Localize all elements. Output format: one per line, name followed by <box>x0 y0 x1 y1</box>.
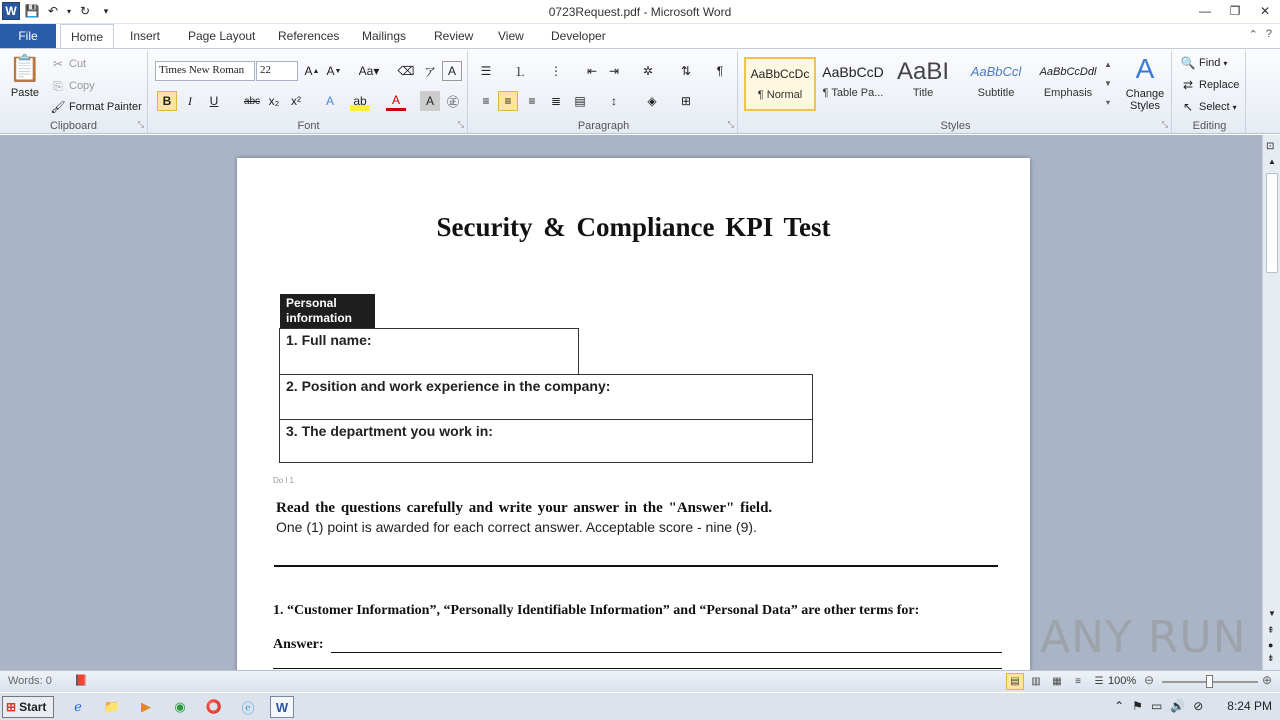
tab-file[interactable]: File <box>0 24 56 48</box>
scroll-up-arrow-icon[interactable]: ▲ <box>1268 157 1276 166</box>
italic-icon[interactable]: I <box>188 93 192 108</box>
document-page[interactable] <box>237 158 1030 670</box>
grow-font-icon[interactable]: A ▲ <box>304 64 320 78</box>
word-taskbar-icon[interactable]: W <box>270 696 294 718</box>
more-styles-icon[interactable]: ▾ <box>1105 98 1110 107</box>
bullets-icon[interactable]: ☰ <box>480 64 492 78</box>
opera-icon[interactable]: ⭕ <box>205 699 223 714</box>
show-formatting-icon[interactable]: ¶ <box>716 64 724 78</box>
character-shading-icon[interactable]: A <box>420 91 440 111</box>
copy-icon: ⎘ <box>53 78 63 93</box>
question-1: 1. “Customer Information”, “Personally Identifiable Information” and “Personal Data” are other terms for: <box>273 603 920 618</box>
faint-text: Do l 1 <box>273 476 294 485</box>
previous-page-icon[interactable]: ⇞ <box>1267 625 1275 635</box>
decrease-indent-icon[interactable]: ⇤ <box>586 64 598 78</box>
select-button[interactable]: ↖ Select ▾ <box>1180 99 1237 115</box>
answer-label: Answer: <box>273 637 324 652</box>
highlight-icon[interactable]: ab <box>350 91 370 111</box>
system-tray <box>1114 699 1272 713</box>
clock[interactable]: 8:24 PM <box>1227 699 1272 713</box>
paragraph-group <box>470 51 738 133</box>
answer-line[interactable] <box>331 652 1002 653</box>
tab-home[interactable]: Home <box>60 24 114 49</box>
phonetic-guide-icon[interactable]: ア <box>423 64 436 79</box>
instruction-text: One (1) point is awarded for each correct answer. Acceptable score - nine (9). <box>276 519 757 535</box>
clipboard-group <box>0 51 148 133</box>
action-center-icon[interactable]: ⚑ <box>1132 699 1143 713</box>
help-icon[interactable]: ? <box>1265 28 1272 40</box>
zoom-out-icon[interactable]: ⊖ <box>1144 673 1155 687</box>
start-button[interactable]: ⊞ Start <box>2 696 54 718</box>
zoom-level[interactable]: 100% <box>1108 675 1137 687</box>
scroll-down-icon[interactable]: ▼ <box>1104 79 1112 88</box>
web-layout-icon[interactable]: ▦ <box>1052 676 1062 687</box>
proofing-icon[interactable]: 📕 <box>74 675 88 687</box>
department-field[interactable]: 3. The department you work in: <box>279 419 813 463</box>
minimize-icon[interactable]: — <box>1199 4 1211 18</box>
window-title: 0723Request.pdf - Microsoft Word <box>548 5 732 19</box>
outline-icon[interactable]: ≡ <box>1075 676 1081 687</box>
anyrun-watermark: ANY RUN <box>1040 612 1247 663</box>
document-title: Security & Compliance KPI Test <box>436 212 831 242</box>
undo-dropdown-icon[interactable]: ▾ <box>66 6 71 16</box>
change-case-icon[interactable]: Aa▾ <box>358 64 380 78</box>
align-right-icon[interactable]: ≡ <box>528 94 536 108</box>
replace-button[interactable]: ⇄ Replace <box>1180 77 1239 93</box>
styles-group <box>740 51 1172 133</box>
explorer-icon[interactable]: 📁 <box>103 699 121 714</box>
ribbon-tabs <box>0 24 1280 48</box>
cursor-icon: ↖ <box>1182 100 1194 114</box>
style-normal[interactable]: AaBbCcDc ¶ Normal <box>744 57 816 111</box>
undo-icon[interactable]: ↶ <box>47 4 59 18</box>
print-layout-icon[interactable]: ▤ <box>1006 673 1024 690</box>
borders-icon[interactable]: ⊞ <box>680 94 692 108</box>
brush-icon: 🖌 <box>50 100 66 114</box>
chrome-icon[interactable]: ◉ <box>174 699 186 714</box>
scroll-thumb[interactable] <box>1266 173 1278 273</box>
format-painter-button[interactable]: 🖌 Format Painter <box>50 100 142 114</box>
distributed-icon[interactable]: ▤ <box>574 94 586 108</box>
scissors-icon: ✂ <box>52 57 64 71</box>
multilevel-list-icon[interactable]: ⋮ <box>550 64 562 78</box>
instruction-bold: Read the questions carefully and write your answer in the "Answer" field. <box>276 500 773 516</box>
underline-icon[interactable]: U <box>209 94 219 108</box>
position-field[interactable]: 2. Position and work experience in the company: <box>279 374 813 420</box>
style-title[interactable]: AaBI Title <box>896 58 950 99</box>
taskbar <box>0 692 1280 720</box>
draft-icon[interactable]: ☰ <box>1094 676 1104 687</box>
ribbon-right-controls <box>1249 28 1272 41</box>
text-effects-icon[interactable]: A <box>325 94 334 108</box>
ruler-toggle-icon[interactable]: ⊡ <box>1266 141 1275 152</box>
clipboard-label: Clipboard <box>49 120 98 132</box>
style-table-paragraph[interactable]: AaBbCcD ¶ Table Pa... <box>822 64 884 99</box>
enclose-characters-icon[interactable]: ㊣ <box>446 94 459 109</box>
scroll-up-icon[interactable]: ▲ <box>1104 60 1112 69</box>
redo-icon[interactable]: ↻ <box>79 4 91 18</box>
tab-mailings[interactable]: Mailings <box>362 29 407 43</box>
select-browse-object-icon[interactable]: ● <box>1268 640 1274 650</box>
font-group <box>150 51 468 133</box>
font-color-icon[interactable]: A <box>386 91 406 111</box>
change-styles-button[interactable]: A Change Styles <box>1125 53 1165 112</box>
editing-label: Editing <box>1192 120 1227 132</box>
security-icon[interactable]: ⊘ <box>1193 699 1204 713</box>
line-spacing-icon[interactable]: ↕ <box>611 94 617 108</box>
minimize-ribbon-icon[interactable]: ⌃ <box>1248 29 1258 41</box>
paste-button[interactable]: 📋 Paste <box>8 53 42 99</box>
align-center-icon[interactable]: ≡ <box>498 91 518 111</box>
cut-button[interactable]: ✂ Cut <box>50 56 86 72</box>
close-icon[interactable]: ✕ <box>1259 4 1271 18</box>
change-styles-icon: A <box>1135 53 1155 84</box>
zoom-slider-knob[interactable] <box>1206 675 1213 688</box>
editing-group <box>1174 51 1246 133</box>
increase-indent-icon[interactable]: ⇥ <box>608 64 620 78</box>
styles-launcher-icon[interactable]: ⤡ <box>1161 120 1168 129</box>
tray-arrow-icon[interactable]: ⌃ <box>1114 699 1125 713</box>
window-controls <box>1194 2 1276 20</box>
next-page-icon[interactable]: ⇟ <box>1267 653 1275 663</box>
font-launcher-icon[interactable]: ⤡ <box>457 120 464 129</box>
ie-icon[interactable]: ℯ <box>74 699 82 714</box>
restore-icon[interactable]: ❐ <box>1229 4 1241 18</box>
find-dropdown-icon: ▾ <box>1223 58 1228 68</box>
view-buttons <box>1006 673 1108 690</box>
divider-line <box>274 565 998 567</box>
character-border-icon[interactable]: A <box>442 61 462 81</box>
windows-logo-icon: ⊞ <box>6 700 17 714</box>
style-emphasis[interactable]: AaBbCcDdl Emphasis <box>1039 66 1097 99</box>
styles-scroll[interactable] <box>1104 57 1112 111</box>
clear-formatting-icon[interactable]: ⌫ <box>397 64 415 78</box>
font-label: Font <box>297 120 320 132</box>
find-button[interactable]: 🔍 Find ▾ <box>1180 56 1228 70</box>
word-logo-icon[interactable]: W <box>2 2 20 20</box>
edge-icon[interactable]: ⓔ <box>241 700 255 716</box>
copy-button[interactable]: ⎘ Copy <box>50 78 95 94</box>
paste-icon: 📋 <box>8 53 42 83</box>
font-size-field[interactable]: 22 <box>256 61 298 81</box>
tab-view[interactable]: View <box>498 29 524 43</box>
tab-developer[interactable]: Developer <box>551 29 606 43</box>
styles-label: Styles <box>940 120 971 132</box>
answer-line-2[interactable] <box>273 668 1002 669</box>
tab-page-layout[interactable]: Page Layout <box>188 29 256 43</box>
paragraph-launcher-icon[interactable]: ⤡ <box>727 120 734 129</box>
justify-icon[interactable]: ≣ <box>550 94 562 108</box>
media-player-icon[interactable]: ▶ <box>141 699 151 714</box>
network-icon[interactable]: ▭ <box>1150 699 1163 713</box>
clipboard-launcher-icon[interactable]: ⤡ <box>137 120 144 129</box>
personal-info-label: Personal information <box>280 294 375 328</box>
paragraph-label: Paragraph <box>577 120 630 132</box>
subscript-icon[interactable]: x₂ <box>268 94 280 108</box>
strikethrough-icon[interactable]: abc <box>243 95 261 107</box>
sort-icon[interactable]: ⇅ <box>680 64 692 78</box>
title-bar <box>0 0 1280 24</box>
zoom-in-icon[interactable]: ⊕ <box>1262 673 1273 687</box>
save-icon[interactable]: 💾 <box>24 4 40 18</box>
tab-references[interactable]: References <box>278 29 340 43</box>
scroll-down-arrow-icon[interactable]: ▼ <box>1268 609 1276 618</box>
status-bar <box>0 670 1280 692</box>
full-screen-reading-icon[interactable]: ▥ <box>1031 676 1041 687</box>
asian-layout-icon[interactable]: ✲ <box>642 64 654 78</box>
vertical-scrollbar[interactable] <box>1262 135 1280 670</box>
bold-icon[interactable]: B <box>157 91 177 111</box>
tab-insert[interactable]: Insert <box>130 29 161 43</box>
binoculars-icon: 🔍 <box>1180 56 1196 70</box>
tab-review[interactable]: Review <box>434 29 474 43</box>
shrink-font-icon[interactable]: A ▼ <box>326 64 342 78</box>
replace-icon: ⇄ <box>1182 78 1194 92</box>
superscript-icon[interactable]: x² <box>291 94 301 108</box>
align-left-icon[interactable]: ≡ <box>482 94 490 108</box>
numbering-icon[interactable]: ⒈ <box>513 64 526 79</box>
word-count[interactable]: Words: 0 <box>8 675 52 687</box>
style-subtitle[interactable]: AaBbCcl Subtitle <box>970 64 1022 99</box>
select-dropdown-icon: ▾ <box>1232 102 1237 112</box>
ribbon <box>0 48 1280 134</box>
volume-icon[interactable]: 🔊 <box>1170 699 1186 713</box>
customize-qat-icon[interactable]: ▾ <box>103 5 109 16</box>
shading-icon[interactable]: ◈ <box>647 94 657 108</box>
full-name-field[interactable]: 1. Full name: <box>279 328 579 375</box>
document-area[interactable] <box>0 135 1262 670</box>
font-name-field[interactable]: Times New Roman <box>155 61 255 81</box>
